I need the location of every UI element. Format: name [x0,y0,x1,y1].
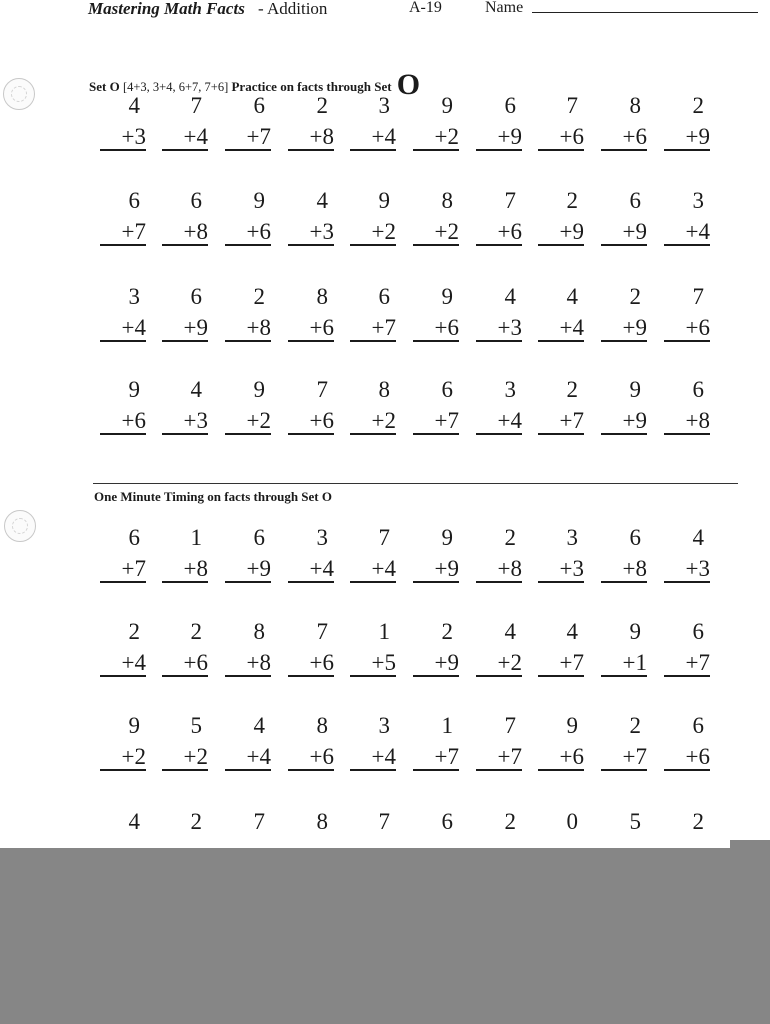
addition-problem [288,378,334,435]
addend-bottom: +7 [538,651,584,677]
addition-problem [538,620,584,677]
addend-bottom: +1 [601,651,647,677]
addend-top: 1 [378,619,390,644]
addend-bottom: +3 [538,557,584,583]
addend-bottom: +2 [225,409,271,435]
addend-bottom: +9 [601,316,647,342]
addition-problem [664,526,710,583]
addition-problem [538,285,584,342]
punch-hole-icon [3,78,35,110]
name-field-line[interactable] [532,12,758,13]
addend-bottom: +2 [350,409,396,435]
addition-problem [100,378,146,435]
addend-top: 8 [441,188,453,213]
addend-bottom: +4 [225,745,271,771]
addend-top: 1 [441,713,453,738]
addition-problem [162,285,208,342]
addend-top: 4 [128,809,140,834]
addition-problem [476,620,522,677]
addition-problem [601,189,647,246]
addend-bottom: +6 [288,409,334,435]
addend-bottom: +4 [350,745,396,771]
addition-problem [225,810,271,841]
addition-problem [350,526,396,583]
addend-bottom: +6 [538,125,584,151]
addition-problem [350,378,396,435]
addition-problem [476,285,522,342]
addition-problem [350,714,396,771]
addend-bottom: +2 [413,220,459,246]
addend-top: 2 [504,809,516,834]
addition-problem [601,620,647,677]
addend-top: 2 [128,619,140,644]
addition-problem [162,378,208,435]
addend-bottom: +7 [100,220,146,246]
worksheet-code: A-19 [409,0,442,16]
addition-problem [225,714,271,771]
addend-bottom: +6 [225,220,271,246]
addition-problem [225,620,271,677]
addition-problem [225,378,271,435]
addition-problem [538,526,584,583]
addend-bottom: +6 [288,316,334,342]
addend-bottom: +6 [162,651,208,677]
addend-top: 3 [566,525,578,550]
addition-problem [601,526,647,583]
addition-problem [162,620,208,677]
addition-problem [100,189,146,246]
addend-bottom: +3 [162,409,208,435]
addition-problem [601,94,647,151]
addition-problem [100,94,146,151]
addend-top: 6 [629,525,641,550]
addend-top: 2 [253,284,265,309]
addition-problem [413,620,459,677]
addend-top: 9 [253,377,265,402]
addition-problem [538,189,584,246]
addend-top: 4 [128,93,140,118]
addend-top: 6 [190,188,202,213]
worksheet-title: Mastering Math Facts [88,0,245,18]
addition-problem [413,189,459,246]
scan-gray-area [0,848,770,1024]
addend-top: 9 [128,377,140,402]
addend-top: 7 [190,93,202,118]
addition-problem [225,189,271,246]
addend-top: 6 [692,377,704,402]
addition-problem [413,810,459,841]
addition-problem [538,378,584,435]
addend-bottom: +8 [476,557,522,583]
addend-top: 2 [566,188,578,213]
addend-bottom: +8 [162,557,208,583]
addend-top: 6 [441,809,453,834]
addend-bottom: +2 [413,125,459,151]
addend-bottom: +6 [664,316,710,342]
addition-problem [476,714,522,771]
addend-bottom: +4 [162,125,208,151]
addition-problem [350,810,396,841]
addition-problem [100,714,146,771]
addition-problem [413,378,459,435]
addend-top: 2 [629,284,641,309]
addend-bottom: +5 [350,651,396,677]
addend-top: 2 [566,377,578,402]
addition-problem [538,714,584,771]
addition-problem [162,714,208,771]
set-facts: [4+3, 3+4, 6+7, 7+6] [122,80,229,94]
page-header [0,0,770,24]
addition-problem [288,620,334,677]
addend-bottom: +3 [100,125,146,151]
addend-top: 6 [378,284,390,309]
addend-top: 7 [378,525,390,550]
addend-bottom: +7 [350,316,396,342]
addend-top: 6 [128,525,140,550]
addend-top: 8 [316,809,328,834]
addend-bottom: +4 [538,316,584,342]
addition-problem [413,285,459,342]
addend-top: 3 [378,93,390,118]
addend-bottom: +4 [664,220,710,246]
addend-top: 4 [566,284,578,309]
addend-top: 6 [128,188,140,213]
addition-problem [162,810,208,841]
addend-top: 9 [629,377,641,402]
addend-bottom: +4 [288,557,334,583]
addend-bottom: +6 [664,745,710,771]
addition-problem [225,94,271,151]
addend-bottom: +4 [350,125,396,151]
addend-bottom: +9 [601,220,647,246]
addend-top: 6 [441,377,453,402]
timing-heading: One Minute Timing on facts through Set O [94,489,332,504]
name-label: Name [485,0,524,16]
addend-top: 7 [378,809,390,834]
addend-top: 8 [378,377,390,402]
addition-problem [601,714,647,771]
addend-top: 6 [190,284,202,309]
addition-problem [538,810,584,841]
addend-bottom: +9 [413,557,459,583]
addend-top: 7 [504,713,516,738]
addition-problem [225,526,271,583]
addition-problem [476,378,522,435]
addend-top: 4 [190,377,202,402]
addend-bottom: +4 [100,316,146,342]
addend-top: 9 [378,188,390,213]
addition-problem [350,620,396,677]
addend-bottom: +9 [664,125,710,151]
addend-top: 9 [441,284,453,309]
addend-top: 7 [316,619,328,644]
addend-bottom: +6 [288,745,334,771]
addend-top: 8 [316,284,328,309]
addend-bottom: +8 [288,125,334,151]
addend-top: 7 [566,93,578,118]
addend-bottom: +6 [413,316,459,342]
addend-top: 8 [253,619,265,644]
addend-top: 2 [190,619,202,644]
addition-problem [350,285,396,342]
addition-problem [350,189,396,246]
addition-problem [288,714,334,771]
addition-problem [664,189,710,246]
addition-problem [162,94,208,151]
addend-bottom: +9 [476,125,522,151]
addend-top: 4 [692,525,704,550]
worksheet-subtitle: - Addition [258,0,328,18]
addend-bottom: +2 [476,651,522,677]
addition-problem [162,526,208,583]
addend-bottom: +8 [601,557,647,583]
addend-top: 5 [190,713,202,738]
addend-bottom: +7 [538,409,584,435]
addition-problem [664,285,710,342]
set-letter: O [396,68,421,101]
addition-problem [664,810,710,841]
set-label: Set O [89,79,120,94]
addend-bottom: +3 [288,220,334,246]
practice-description: Practice on facts through Set [231,79,392,94]
addend-bottom: +2 [350,220,396,246]
addend-top: 4 [504,284,516,309]
addition-problem [413,714,459,771]
addition-problem [225,285,271,342]
addition-problem [288,94,334,151]
addend-top: 2 [441,619,453,644]
addend-bottom: +8 [225,316,271,342]
addend-top: 9 [441,525,453,550]
addend-bottom: +6 [538,745,584,771]
addition-problem [538,94,584,151]
addend-top: 4 [253,713,265,738]
addend-bottom: +7 [100,557,146,583]
addend-bottom: +9 [601,409,647,435]
addition-problem [664,378,710,435]
addition-problem [100,620,146,677]
addend-bottom: +4 [350,557,396,583]
addend-top: 3 [316,525,328,550]
addend-top: 5 [629,809,641,834]
addend-top: 9 [566,713,578,738]
addend-bottom: +9 [162,316,208,342]
addend-bottom: +9 [413,651,459,677]
section-divider [93,483,738,484]
addend-bottom: +7 [601,745,647,771]
addend-top: 6 [692,713,704,738]
addend-bottom: +7 [664,651,710,677]
addend-top: 6 [629,188,641,213]
addend-top: 4 [566,619,578,644]
addend-top: 3 [504,377,516,402]
addend-top: 1 [190,525,202,550]
addition-problem [288,189,334,246]
addend-top: 0 [566,809,578,834]
addition-problem [476,810,522,841]
addition-problem [288,285,334,342]
addend-top: 4 [504,619,516,644]
addend-top: 4 [316,188,328,213]
addend-top: 7 [504,188,516,213]
addend-bottom: +6 [288,651,334,677]
addition-problem [162,189,208,246]
addend-top: 8 [629,93,641,118]
addend-bottom: +6 [476,220,522,246]
addend-bottom: +9 [538,220,584,246]
addend-bottom: +8 [664,409,710,435]
addend-bottom: +9 [225,557,271,583]
addend-top: 2 [629,713,641,738]
addition-problem [350,94,396,151]
addition-problem [664,94,710,151]
addend-top: 6 [253,525,265,550]
addition-problem [413,94,459,151]
addition-problem [664,620,710,677]
addition-problem [476,189,522,246]
addend-top: 9 [253,188,265,213]
addend-top: 6 [253,93,265,118]
addend-top: 7 [692,284,704,309]
addition-problem [288,526,334,583]
addend-bottom: +4 [100,651,146,677]
addend-bottom: +7 [476,745,522,771]
addend-bottom: +7 [225,125,271,151]
addend-top: 6 [504,93,516,118]
addend-top: 9 [441,93,453,118]
addend-bottom: +6 [100,409,146,435]
addend-bottom: +7 [413,409,459,435]
addend-top: 3 [692,188,704,213]
addend-top: 3 [128,284,140,309]
addition-problem [100,526,146,583]
addition-problem [288,810,334,841]
addend-top: 2 [692,809,704,834]
addition-problem [664,714,710,771]
addend-top: 9 [128,713,140,738]
addend-top: 2 [316,93,328,118]
addition-problem [601,285,647,342]
addend-bottom: +3 [476,316,522,342]
addition-problem [100,285,146,342]
addend-bottom: +2 [162,745,208,771]
addend-bottom: +8 [162,220,208,246]
addend-top: 2 [190,809,202,834]
addition-problem [476,526,522,583]
addition-problem [413,526,459,583]
addend-top: 7 [316,377,328,402]
addition-problem [100,810,146,841]
addend-bottom: +8 [225,651,271,677]
addition-problem [476,94,522,151]
addend-top: 3 [378,713,390,738]
addend-top: 2 [504,525,516,550]
punch-hole-icon [4,510,36,542]
addend-top: 8 [316,713,328,738]
addend-bottom: +7 [413,745,459,771]
addend-bottom: +2 [100,745,146,771]
addend-top: 6 [692,619,704,644]
addend-top: 2 [692,93,704,118]
addend-bottom: +6 [601,125,647,151]
addend-top: 9 [629,619,641,644]
addition-problem [601,810,647,841]
addend-bottom: +3 [664,557,710,583]
addend-bottom: +4 [476,409,522,435]
addition-problem [601,378,647,435]
addend-top: 7 [253,809,265,834]
